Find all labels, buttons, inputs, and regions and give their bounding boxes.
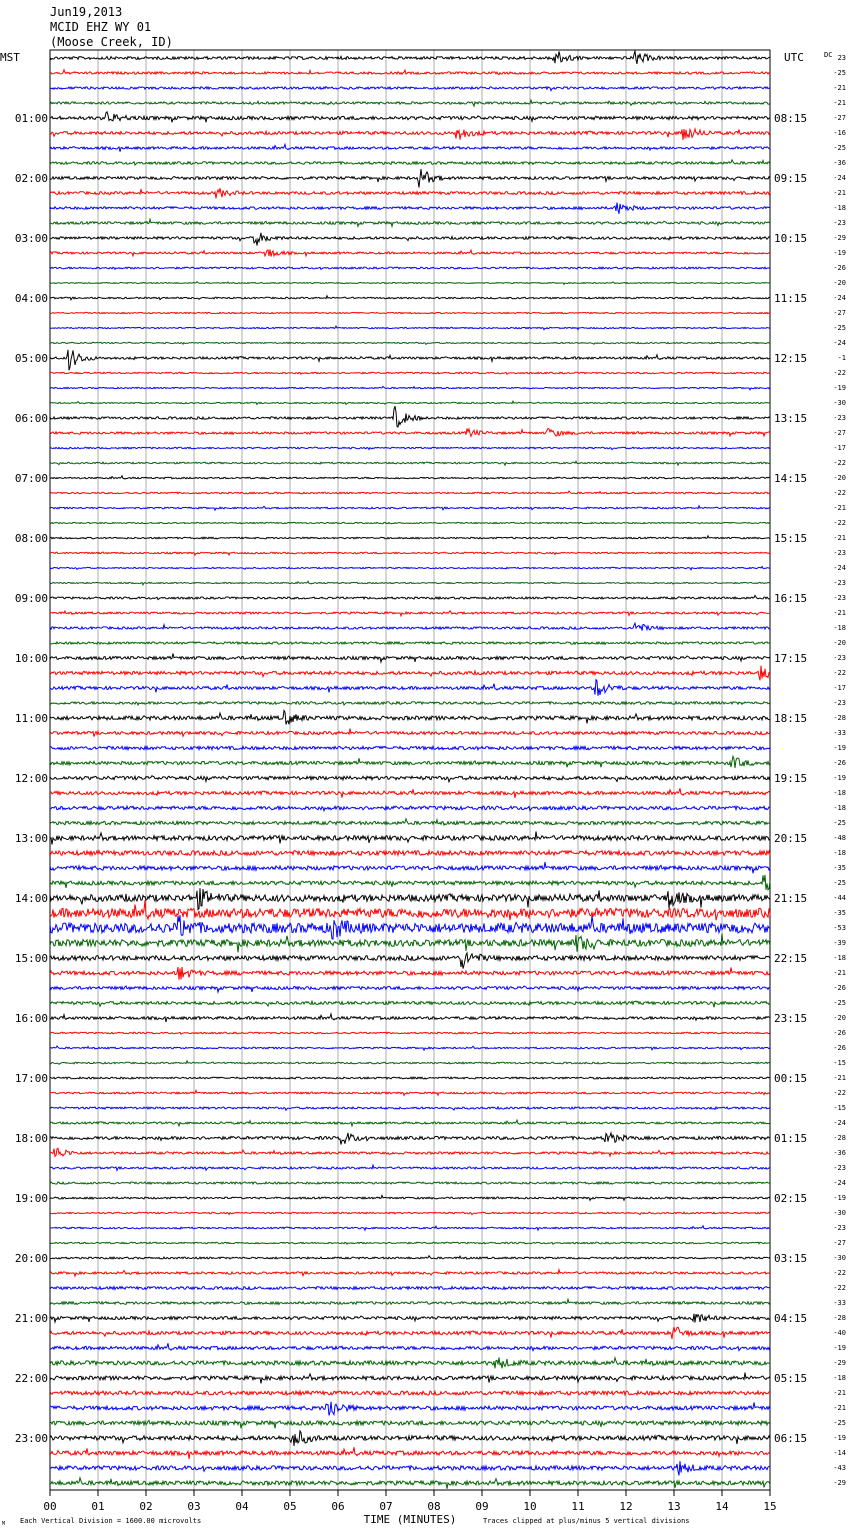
dc-offset-label: -25 [833,819,846,827]
seismic-trace [50,915,770,939]
dc-offset-label: -22 [833,519,846,527]
x-axis-ticks [43,1490,776,1513]
mst-hour-label: 03:00 [14,232,48,245]
dc-offset-label: -24 [833,294,846,302]
seismic-trace [50,756,770,768]
seismic-trace [50,900,770,920]
dc-offset-labels [833,54,846,1487]
dc-offset-label: -48 [833,834,846,842]
seismic-trace [50,51,770,64]
x-tick-label: 02 [139,1500,153,1513]
dc-offset-label: -53 [833,924,846,932]
trace-lines [50,51,770,1489]
seismic-trace [50,1327,770,1339]
dc-offset-label: -14 [833,1449,846,1457]
dc-offset-label: -18 [833,804,846,812]
dc-offset-label: -22 [833,369,846,377]
x-tick-label: 08 [427,1500,441,1513]
dc-offset-label: -33 [833,1299,846,1307]
mst-hour-label: 15:00 [14,952,48,965]
mst-hour-label: 12:00 [14,772,48,785]
dc-offset-label: -26 [833,1029,846,1037]
seismic-trace [50,1287,770,1290]
seismic-trace [50,623,770,631]
dc-offset-label: -18 [833,624,846,632]
seismic-trace [50,1420,770,1428]
dc-offset-label: -18 [833,954,846,962]
seismic-trace [50,934,770,953]
seismic-trace [50,832,770,845]
x-tick-label: 11 [571,1500,585,1513]
dc-offset-label: -15 [833,1104,846,1112]
x-axis-title: TIME (MINUTES) [363,1513,457,1526]
utc-hour-label: 21:15 [774,892,808,905]
utc-hour-label: 12:15 [774,352,808,365]
dc-offset-label: -36 [833,159,846,167]
dc-offset-label: -16 [833,129,846,137]
mst-hour-label: 22:00 [14,1372,48,1385]
seismic-trace [50,1314,770,1323]
seismic-trace [50,1014,770,1022]
dc-offset-label: -40 [833,1329,846,1337]
x-tick-label: 04 [235,1500,249,1513]
seismic-trace [50,1212,770,1215]
left-axis-label: MST [0,51,20,64]
seismic-trace [50,1391,770,1395]
seismic-trace [50,1226,770,1230]
x-tick-label: 13 [667,1500,681,1513]
utc-hour-label: 23:15 [774,1012,808,1025]
dc-offset-label: -22 [833,489,846,497]
dc-offset-label: -21 [833,84,846,92]
dc-offset-label: -26 [833,264,846,272]
seismic-trace [50,1148,770,1156]
seismic-trace [50,1107,770,1110]
dc-offset-label: -19 [833,774,846,782]
seismic-trace [50,1270,770,1277]
seismic-trace [50,428,770,436]
seismic-trace [50,144,770,151]
dc-offset-label: -23 [833,219,846,227]
seismic-trace [50,406,770,427]
clip-note: Traces clipped at plus/minus 5 vertical divisions [483,1517,690,1525]
dc-offset-label: -23 [833,1224,846,1232]
seismic-trace [50,776,770,782]
station-label: MCID EHZ WY 01 [50,20,152,34]
dc-offset-label: -22 [833,1269,846,1277]
dc-offset-label: -23 [833,579,846,587]
dc-offset-label: -24 [833,339,846,347]
dc-offset-label: -44 [833,894,846,902]
mst-hour-label: 07:00 [14,472,48,485]
seismic-trace [50,1001,770,1007]
seismic-trace [50,100,770,106]
seismic-trace [50,642,770,645]
seismic-trace [50,1299,770,1304]
seismic-trace [50,188,770,198]
dc-offset-label: -21 [833,189,846,197]
utc-hour-label: 05:15 [774,1372,808,1385]
seismic-trace [50,1077,770,1079]
seismic-trace [50,862,770,873]
seismic-trace [50,506,770,510]
dc-label: DC [824,51,833,59]
dc-offset-label: -21 [833,1389,846,1397]
dc-offset-label: -17 [833,444,846,452]
seismic-trace [50,746,770,750]
dc-offset-label: -26 [833,759,846,767]
seismic-trace [50,1478,770,1489]
seismic-trace [50,1256,770,1259]
dc-offset-label: -24 [833,1179,846,1187]
x-tick-label: 07 [379,1500,393,1513]
dc-offset-label: -17 [833,684,846,692]
dc-offset-label: -20 [833,474,846,482]
dc-offset-label: -21 [833,504,846,512]
utc-hour-labels [774,112,807,1445]
seismic-trace [50,552,770,555]
dc-offset-label: -19 [833,249,846,257]
dc-offset-label: -33 [833,729,846,737]
mst-hour-label: 14:00 [14,892,48,905]
dc-offset-label: -23 [833,549,846,557]
x-tick-label: 10 [523,1500,537,1513]
dc-offset-label: -28 [833,1314,846,1322]
seismic-trace [50,702,770,705]
seismic-trace [50,1431,770,1446]
mst-hour-label: 13:00 [14,832,48,845]
seismic-trace [50,888,770,910]
seismic-trace [50,986,770,992]
utc-hour-label: 00:15 [774,1072,808,1085]
mst-hour-label: 01:00 [14,112,48,125]
mst-hour-label: 20:00 [14,1252,48,1265]
x-tick-label: 09 [475,1500,489,1513]
utc-hour-label: 17:15 [774,652,808,665]
dc-offset-label: -19 [833,744,846,752]
dc-offset-label: -29 [833,234,846,242]
utc-hour-label: 14:15 [774,472,808,485]
seismic-trace [50,680,770,696]
seismic-trace [50,87,770,91]
seismic-trace [50,581,770,585]
dc-offset-label: -21 [833,609,846,617]
seismic-trace [50,219,770,226]
dc-offset-label: -23 [833,654,846,662]
seismic-trace [50,160,770,165]
dc-offset-label: -27 [833,309,846,317]
seismic-trace [50,875,770,890]
seismic-trace [50,169,770,187]
dc-offset-label: -28 [833,714,846,722]
seismic-trace [50,112,770,123]
dc-offset-label: -22 [833,459,846,467]
seismic-trace [50,476,770,479]
date-label: Jun19,2013 [50,5,123,19]
seismic-trace [50,711,770,725]
seismic-trace [50,1182,770,1184]
right-axis-label: UTC [784,51,804,64]
dc-offset-label: -19 [833,1344,846,1352]
seismic-trace [50,1402,770,1416]
dc-offset-label: -39 [833,939,846,947]
utc-hour-label: 02:15 [774,1192,808,1205]
seismic-trace [50,567,770,570]
dc-offset-label: -18 [833,1374,846,1382]
seismic-trace [50,788,770,798]
seismic-trace [50,654,770,663]
utc-hour-label: 22:15 [774,952,808,965]
dc-offset-label: -19 [833,1194,846,1202]
mst-hour-label: 11:00 [14,712,48,725]
location-label: (Moose Creek, ID) [50,35,173,49]
dc-offset-label: -23 [833,414,846,422]
dc-offset-label: -27 [833,114,846,122]
mst-hour-label: 19:00 [14,1192,48,1205]
utc-hour-label: 10:15 [774,232,808,245]
x-tick-label: 03 [187,1500,201,1513]
seismic-trace [50,1242,770,1244]
dc-offset-label: -23 [833,594,846,602]
seismic-trace [50,666,770,681]
mst-hour-label: 23:00 [14,1432,48,1445]
utc-hour-label: 15:15 [774,532,808,545]
dc-offset-label: -25 [833,324,846,332]
utc-hour-label: 06:15 [774,1432,808,1445]
dc-offset-label: -35 [833,909,846,917]
utc-hour-label: 20:15 [774,832,808,845]
mst-hour-label: 02:00 [14,172,48,185]
utc-hour-label: 13:15 [774,412,808,425]
seismic-trace [50,953,770,969]
mst-hour-label: 09:00 [14,592,48,605]
seismic-trace [50,595,770,599]
seismic-trace [50,233,770,246]
seismic-trace [50,1032,770,1034]
dc-offset-label: -29 [833,1479,846,1487]
utc-hour-label: 01:15 [774,1132,808,1145]
dc-offset-label: -21 [833,1404,846,1412]
dc-offset-label: -24 [833,174,846,182]
x-tick-label: 15 [763,1500,777,1513]
mst-hour-label: 18:00 [14,1132,48,1145]
dc-offset-label: -1 [837,354,846,362]
mst-hour-label: 16:00 [14,1012,48,1025]
mst-hour-label: 05:00 [14,352,48,365]
dc-offset-label: -21 [833,969,846,977]
dc-offset-label: -18 [833,849,846,857]
dc-offset-label: -25 [833,999,846,1007]
dc-offset-label: -30 [833,1254,846,1262]
mst-hour-labels [15,112,48,1445]
dc-offset-label: -24 [833,564,846,572]
dc-offset-label: -28 [833,1134,846,1142]
mst-hour-label: 17:00 [14,1072,48,1085]
seismic-trace [50,1120,770,1126]
dc-offset-label: -23 [833,699,846,707]
dc-offset-label: -21 [833,534,846,542]
mst-hour-label: 08:00 [14,532,48,545]
seismic-trace [50,249,770,256]
mst-hour-label: 04:00 [14,292,48,305]
dc-offset-label: -29 [833,1359,846,1367]
seismic-trace [50,1461,770,1475]
seismic-trace [50,282,770,285]
seismic-trace [50,819,770,825]
dc-offset-label: -21 [833,99,846,107]
seismic-trace [50,1195,770,1200]
seismic-trace [50,1447,770,1459]
x-tick-label: 05 [283,1500,297,1513]
seismic-trace [50,326,770,330]
dc-offset-label: -18 [833,204,846,212]
dc-offset-label: -26 [833,984,846,992]
seismic-trace [50,536,770,539]
dc-offset-label: -20 [833,279,846,287]
dc-offset-label: -19 [833,384,846,392]
seismic-trace [50,851,770,856]
dc-offset-label: -43 [833,1464,846,1472]
dc-offset-label: -22 [833,1284,846,1292]
x-tick-label: 14 [715,1500,729,1513]
dc-offset-label: -22 [833,1089,846,1097]
utc-hour-label: 08:15 [774,112,808,125]
seismic-trace [50,491,770,494]
dc-offset-label: -30 [833,1209,846,1217]
mst-hour-label: 21:00 [14,1312,48,1325]
seismic-trace [50,1133,770,1145]
dc-offset-label: -27 [833,1239,846,1247]
seismic-trace [50,461,770,465]
dc-offset-label: -19 [833,1434,846,1442]
utc-hour-label: 09:15 [774,172,808,185]
dc-offset-label: -26 [833,1044,846,1052]
mst-hour-label: 06:00 [14,412,48,425]
seismic-trace [50,1343,770,1350]
dc-offset-label: -20 [833,639,846,647]
seismic-trace [50,203,770,214]
seismic-trace [50,447,770,450]
utc-hour-label: 11:15 [774,292,808,305]
seismic-trace [50,1061,770,1065]
seismic-trace [50,267,770,269]
seismic-trace [50,1358,770,1369]
seismic-trace [50,312,770,313]
seismic-trace [50,70,770,75]
dc-offset-label: -15 [833,1059,846,1067]
seismic-trace [50,611,770,616]
seismic-trace [50,372,770,374]
dc-offset-label: -18 [833,789,846,797]
utc-hour-label: 18:15 [774,712,808,725]
seismic-trace [50,1165,770,1170]
mst-hour-label: 10:00 [14,652,48,665]
dc-offset-label: -30 [833,399,846,407]
dc-offset-label: -25 [833,69,846,77]
seismic-trace [50,296,770,300]
corner-mark: M [2,1521,6,1527]
x-tick-label: 06 [331,1500,345,1513]
seismic-trace [50,350,770,370]
seismic-trace [50,129,770,140]
x-tick-label: 00 [43,1500,57,1513]
header [50,5,173,49]
dc-offset-label: -23 [833,1164,846,1172]
seismic-trace [50,729,770,737]
dc-offset-label: -36 [833,1149,846,1157]
seismic-trace [50,386,770,389]
seismic-trace [50,342,770,344]
dc-offset-label: -22 [833,669,846,677]
dc-offset-label: -20 [833,1014,846,1022]
utc-hour-label: 19:15 [774,772,808,785]
x-tick-label: 01 [91,1500,105,1513]
dc-offset-label: -35 [833,864,846,872]
dc-offset-label: -27 [833,429,846,437]
seismic-trace [50,522,770,523]
seismic-trace [50,967,770,980]
division-note: Each Vertical Division = 1600.00 microvolts [20,1517,202,1525]
dc-offset-label: -25 [833,144,846,152]
seismic-trace [50,401,770,404]
seismic-trace [50,1046,770,1050]
utc-hour-label: 03:15 [774,1252,808,1265]
dc-offset-label: -25 [833,1419,846,1427]
dc-offset-label: -25 [833,879,846,887]
dc-offset-label: -21 [833,1074,846,1082]
utc-hour-label: 04:15 [774,1312,808,1325]
utc-hour-label: 16:15 [774,592,808,605]
plot-frame [50,50,770,1490]
x-tick-label: 12 [619,1500,633,1513]
dc-offset-label: -24 [833,1119,846,1127]
seismic-trace [50,806,770,811]
seismic-trace [50,1090,770,1095]
dc-offset-label: 23 [837,54,846,62]
seismic-trace [50,1373,770,1384]
